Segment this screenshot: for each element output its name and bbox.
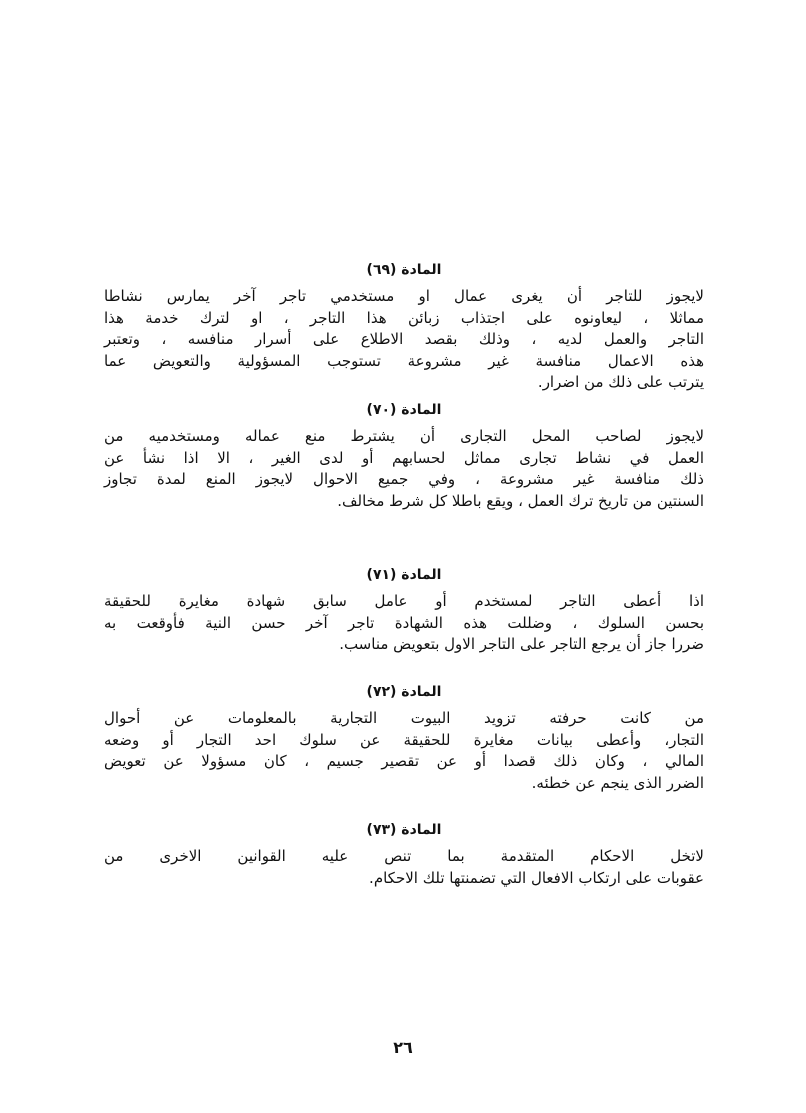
- article-71: [104, 563, 704, 656]
- article-text-line: لاتخل الاحكام المتقدمة بما تنص عليه القوانين الاخرى من: [104, 847, 704, 865]
- article-title: المادة (٧١): [366, 567, 442, 583]
- article-text-line: هذه الاعمال منافسة غير مشروعة تستوجب المسؤولية والتعويض عما: [104, 351, 704, 370]
- article-text-line: العمل في نشاط تجارى مماثل لحسابهم أو لدى الغير ، الا اذا نشأ عن: [104, 448, 704, 467]
- article-70: [104, 398, 704, 512]
- article-text-line: عقوبات على ارتكاب الافعال التي تضمنتها تلك الاحكام.: [369, 868, 704, 887]
- article-69: [104, 258, 704, 394]
- article-text-line: الضرر الذى ينجم عن خطئه.: [531, 773, 704, 792]
- article-73: [104, 818, 704, 889]
- article-title: المادة (٧٢): [366, 684, 442, 700]
- article-text-line: ضررا جاز أن يرجع التاجر على التاجر الاول بتعويض مناسب.: [339, 635, 704, 653]
- article-text-line: المالي ، وكان ذلك قصدا أو عن تقصير جسيم ، كان مسؤولا عن تعويض: [104, 752, 704, 770]
- article-text-line: السنتين من تاريخ ترك العمل ، ويقع باطلا كل شرط مخالف.: [337, 491, 704, 510]
- article-text-line: لايجوز لصاحب المحل التجارى أن يشترط منع عماله ومستخدميه من: [104, 427, 704, 445]
- article-title: المادة (٧٣): [366, 822, 442, 838]
- article-text-line: التاجر والعمل لديه ، وذلك بقصد الاطلاع على أسرار منافسه ، وتعتبر: [104, 330, 704, 348]
- article-title: المادة (٧٠): [366, 402, 442, 418]
- article-text-line: من كانت حرفته تزويد البيوت التجارية بالمعلومات عن أحوال: [104, 709, 704, 727]
- article-text-line: يترتب على ذلك من اضرار.: [537, 373, 704, 391]
- article-72: [104, 680, 704, 794]
- article-text-line: ذلك منافسة غير مشروعة ، وفي جميع الاحوال لايجوز المنع لمدة تجاوز: [104, 470, 704, 488]
- article-text-line: اذا أعطى التاجر لمستخدم أو عامل سابق شهادة مغايرة للحقيقة: [104, 592, 704, 610]
- article-text-line: التجار، وأعطى بيانات مغايرة للحقيقة عن سلوك احد التجار أو وضعه: [104, 730, 704, 749]
- article-title: المادة (٦٩): [366, 262, 442, 278]
- article-text-line: مماثلا ، ليعاونوه على اجتذاب زبائن هذا التاجر ، او لترك خدمة هذا: [104, 308, 704, 327]
- article-text-line: لايجوز للتاجر أن يغرى عمال او مستخدمي تاجر آخر يمارس نشاطا: [104, 287, 704, 305]
- page-number: ٢٦: [393, 1038, 413, 1057]
- article-text-line: بحسن السلوك ، وضللت هذه الشهادة تاجر آخر حسن النية فأوقعت به: [104, 613, 704, 632]
